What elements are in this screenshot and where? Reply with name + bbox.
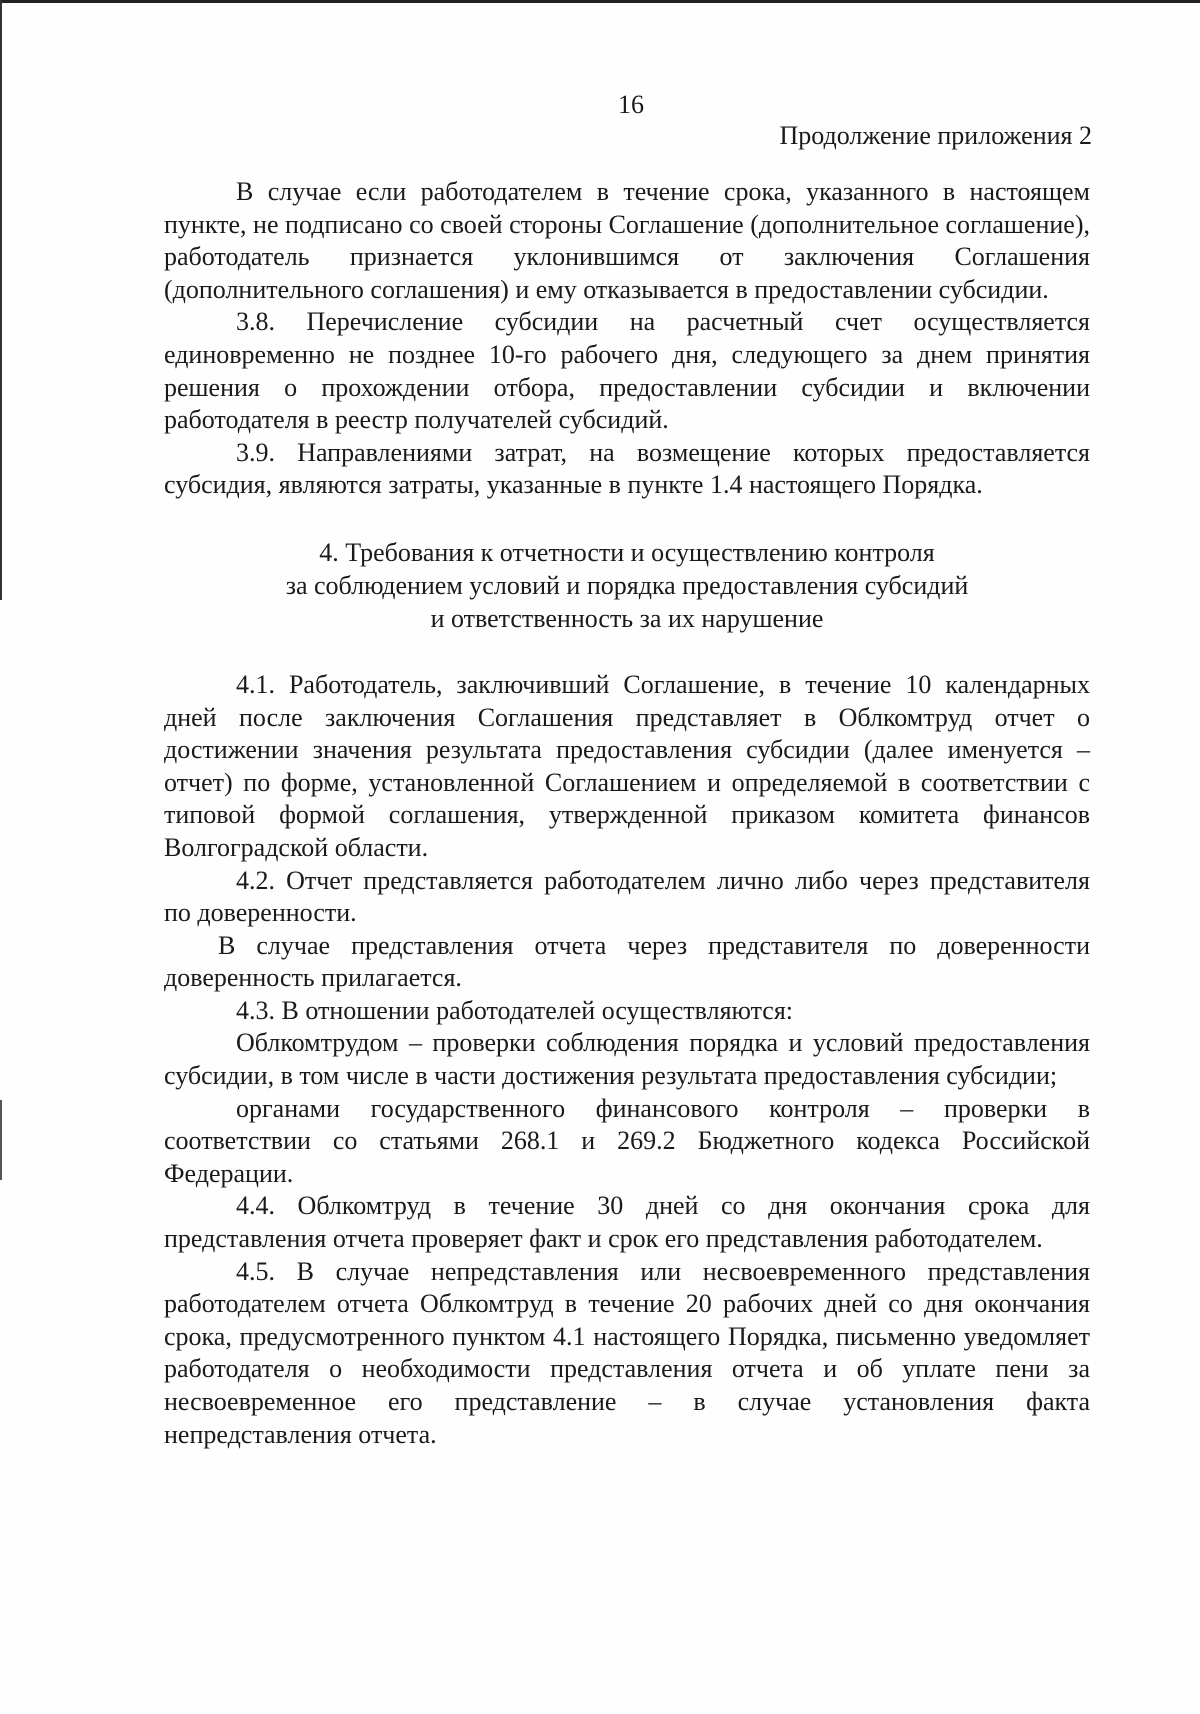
page-number: 16 — [618, 90, 644, 119]
paragraph-3-8: 3.8. Перечисление субсидии на расчетный счет осуществляется единовременно не позднее 10-го рабочего дня, следующего за днем принятия решения о прохождении отбора, предоставлении субсидии и включении работодателя в реестр получателей субсидий. — [164, 307, 1090, 435]
paragraph-financial-control: органами государственного финансового контроля – проверки в соответствии со статьями 268.1 и 269.2 Бюджетного кодекса Российской Федерации. — [164, 1093, 1090, 1188]
paragraph-4-3: 4.3. В отношении работодателей осуществляются: — [236, 995, 794, 1025]
paragraph-4-4: 4.4. Облкомтруд в течение 30 дней со дня окончания срока для представления отчета проверяет факт и срок его представления работодателем. — [164, 1191, 1090, 1254]
paragraph-power-of-attorney: В случае представления отчета через представителя по доверенности доверенность прилагается. — [164, 930, 1090, 993]
appendix-continuation-note: Продолжение приложения 2 — [779, 121, 1092, 150]
section-heading-line: за соблюдением условий и порядка предоставления субсидий — [285, 570, 969, 600]
paragraph-evasion: В случае если работодателем в течение срока, указанного в настоящем пункте, не подписано со своей стороны Соглашение (дополнительное соглашение), работодатель признается уклонившимся от заключения Соглашения (дополнительного соглашения) и ему отказывается в предоставлении субсидии. — [164, 177, 1090, 304]
scan-border-top — [0, 0, 1200, 3]
section-heading-line: и ответственность за их нарушение — [430, 603, 824, 633]
paragraph-4-5: 4.5. В случае непредставления или несвоевременного представления работодателем отчета Облкомтруд в течение 20 рабочих дней со дня окончания срока, предусмотренного пунктом 4.1 настоящего Порядка, письменно уведомляет работодателя о необходимости представления отчета и об уплате пени за несвоевременное его представление – в случае установления факта непредставления отчета. — [164, 1256, 1090, 1449]
paragraph-3-9: 3.9. Направлениями затрат, на возмещение которых предоставляется субсидия, являются затраты, указанные в пункте 1.4 настоящего Порядка. — [164, 437, 1090, 500]
scan-border-left-mark — [0, 1100, 2, 1180]
paragraph-4-2: 4.2. Отчет представляется работодателем лично либо через представителя по доверенности. — [164, 865, 1090, 928]
document-body — [164, 176, 1090, 1451]
section-heading-line: 4. Требования к отчетности и осуществлению контроля — [319, 537, 935, 567]
paragraph-4-1: 4.1. Работодатель, заключивший Соглашение, в течение 10 календарных дней после заключения Соглашения представляет в Облкомтруд отчет о достижении значения результата предоставления субсидии (далее именуется – отчет) по форме, установленной Соглашением и определяемой в соответствии с типовой формой соглашения, утвержденной приказом комитета финансов Волгоградской области. — [164, 669, 1090, 862]
paragraph-oblkomtrud-checks: Облкомтрудом – проверки соблюдения порядка и условий предоставления субсидии, в том числе в части достижения результата предоставления субсидии; — [164, 1028, 1090, 1091]
section-4-heading — [164, 536, 1090, 635]
